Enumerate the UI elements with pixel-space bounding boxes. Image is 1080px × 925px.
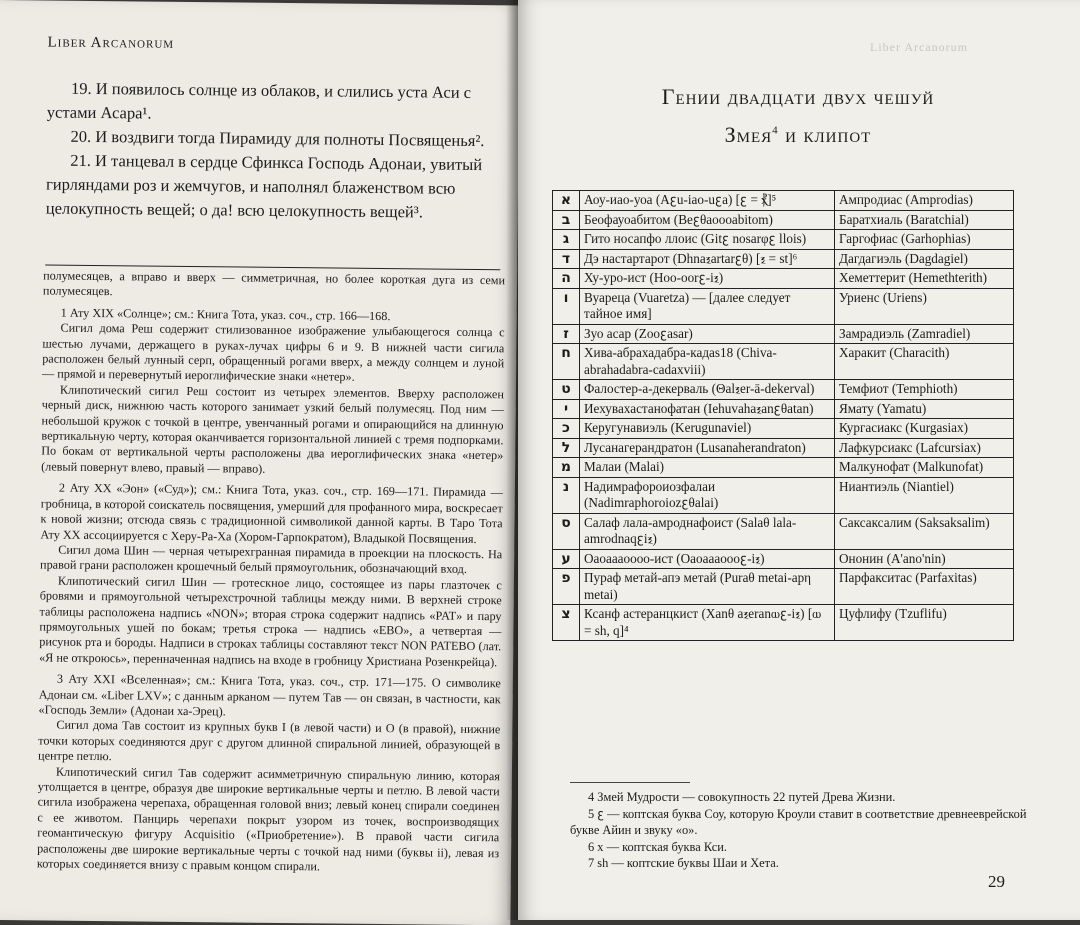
footnotes-right <box>570 782 1040 872</box>
footnote-4: 4 Змей Мудрости — совокупность 22 путей Древа Жизни. <box>588 790 896 804</box>
page-subtitle <box>618 122 978 148</box>
table-row <box>553 288 1014 324</box>
table-row <box>553 399 1014 419</box>
hebrew-letter-cell: ד <box>553 249 580 269</box>
subtitle-text: Змея <box>724 122 773 147</box>
table-row <box>553 513 1014 549</box>
table-row <box>553 191 1014 211</box>
table-row <box>553 249 1014 269</box>
genius-name-cell: Лусанагерандратон (Lusanaherandraton) <box>580 438 835 458</box>
footnote-2: 2 Ату XX «Эон» («Суд»); см.: Книга Тота, указ. соч., стр. 169—171. Пирамида — гробница, в которой соискатель посвящения, умерший для профанного мира, воскресает к новой жизни; отсюда связь с традиционной символикой данной карты. В Таро Тота Ату XX ассоциируется с Херу-Ра-Ха (Хором-Гарпократом), Владыкой Посвящения. <box>40 480 503 546</box>
hebrew-letter-cell: מ <box>553 458 580 478</box>
left-page <box>0 0 520 925</box>
running-head: Liber Arcanorum <box>47 34 175 52</box>
page-title: Гении двадцати двух чешуй <box>661 84 935 109</box>
footnote-paragraph: Клипотический сигил Реш состоит из четырех элементов. Вверху расположен черный диск, нижнюю часть которого занимает узкий белый полумесяц. Под ним — небольшой кружок с точкой в центре, увенчанный рогами и опирающийся на длинную вертикальную черту, которая оканчивается горизонтальной линией с тремя подпорками. По бокам от вертикальной черты расположены два иероглифических знака «нетер» (левый повернут влево, правый — вправо). <box>41 382 504 476</box>
qlipha-name-cell: Кургасиакс (Kurgasiax) <box>835 419 1014 439</box>
genius-name-cell: Ху-уро-ист (Hoo-oorꜫ-iⲝ) <box>580 269 835 289</box>
footnote-5: 5 ꜫ — коптская буква Соу, которую Кроули ставит в соответствие древнееврейской букве Айин и звуку «о». <box>570 806 1027 837</box>
qlipha-name-cell: Хеметтерит (Hemethterith) <box>835 269 1014 289</box>
genius-name-cell: Оаоааaoooo-ист (Oaoaaaoooꜫ-iⲝ) <box>580 549 835 569</box>
qlipha-name-cell: Уриенс (Uriens) <box>835 288 1014 324</box>
verse-20: 20. И воздвиги тогда Пирамиду для полноты Посвященья². <box>70 126 485 151</box>
genius-name-cell: Салаф лала-амроднафоист (Salaθ lala-amrodnaqꜫiⲝ) <box>580 513 835 549</box>
genius-name-cell: Аоу-иао-уоа (Aꜫu-iao-uꜫa) [ꜫ = ⳩]⁵ <box>580 191 835 211</box>
qlipha-name-cell: Темфиот (Temphioth) <box>835 380 1014 400</box>
table-row <box>553 230 1014 250</box>
hebrew-letter-cell: ה <box>553 269 580 289</box>
table-row <box>553 419 1014 439</box>
hebrew-letter-cell: פ <box>553 569 580 605</box>
qlipha-name-cell: Дагдагиэль (Dagdagiel) <box>835 249 1014 269</box>
table-row <box>553 477 1014 513</box>
table-row <box>553 549 1014 569</box>
qlipha-name-cell: Ямату (Yamatu) <box>835 399 1014 419</box>
genius-name-cell: Дэ настартарот (Dhnaⲝartarꜫθ) [ⲝ = st]⁶ <box>580 249 835 269</box>
footnote-rule <box>570 782 690 783</box>
footnote-paragraph: Сигил дома Реш содержит стилизованное изображение улыбающегося солнца с шестью лучами, держащего в руках-лучах цифры 6 и 9. В нижней части сигила расположен белый лунный серп, обращенный рогами вверх, а между солнцем и луной — прямой и перевернутый иероглифические знаки «нетер». <box>42 320 505 385</box>
hebrew-letter-cell: י <box>553 399 580 419</box>
qlipha-name-cell: Малкунофат (Malkunofat) <box>835 458 1014 478</box>
verse-19: 19. И появилось солнце из облаков, и слились уста Аси с устами Асара¹. <box>46 78 472 123</box>
qlipha-name-cell: Парфакситас (Parfaxitas) <box>835 569 1014 605</box>
table-row <box>553 380 1014 400</box>
bleed-through-header: Liber Arcanorum <box>870 40 968 54</box>
verses-block <box>46 76 509 225</box>
page-number: 29 <box>988 872 1005 891</box>
qlipha-name-cell: Саксаксалим (Saksaksalim) <box>835 513 1014 549</box>
qlipha-name-cell: Цуфлифу (Tzuflifu) <box>835 605 1014 641</box>
qlipha-name-cell: Гаргофиас (Garhophias) <box>835 230 1014 250</box>
table-row <box>553 569 1014 605</box>
table-row <box>553 210 1014 230</box>
hebrew-letter-cell: ב <box>553 210 580 230</box>
footnote-marker: 4 <box>772 124 779 137</box>
genius-name-cell: Вуареца (Vuaretza) — [далее следует тайное имя] <box>580 288 835 324</box>
hebrew-letter-cell: ס <box>553 513 580 549</box>
qlipha-name-cell: Харакит (Characith) <box>835 344 1014 380</box>
hebrew-letter-cell: ע <box>553 549 580 569</box>
hebrew-letter-cell: נ <box>553 477 580 513</box>
hebrew-letter-cell: ח <box>553 344 580 380</box>
footnote-7: 7 sh — коптские буквы Шаи и Хета. <box>588 856 779 870</box>
hebrew-letter-cell: ל <box>553 438 580 458</box>
genius-name-cell: Ксанф астеранцкист (Xanθ aⲝeranⲱꜫ-iⲝ) [ⲱ = sh, q]⁴ <box>580 605 835 641</box>
qlipha-name-cell: Лафкурсиакс (Lafcursiax) <box>835 438 1014 458</box>
table-row <box>553 269 1014 289</box>
genius-name-cell: Керугунавиэль (Kerugunaviel) <box>580 419 835 439</box>
qlipha-name-cell: Ононин (A'ano'nin) <box>835 549 1014 569</box>
genius-name-cell: Надимрафороиозфалаи (Nadimraphoroiozꜫθalai) <box>580 477 835 513</box>
qlipha-name-cell: Ниантиэль (Niantiel) <box>835 477 1014 513</box>
footnote-6: 6 x — коптская буква Кси. <box>588 839 728 854</box>
table-row <box>553 605 1014 641</box>
footnote-paragraph: Клипотический сигил Шин — гротескное лицо, состоящее из пары глазточек с бровями и прямоугольной четырехстрочной таблицы между ними. В верхней строке таблицы расположена надпись «NON»; вторая строка содержит надпись «PAT» и пару прямоугольных ушей по бокам; третья строка — надпись «EBO», а четвертая — рисунок рта и бороды. Надписи в строках таблицы составляют текст NON PATEBO (лат. «Я не откроюсь», перенначенная надпись на входе в гробницу Христиана Розенкрейца). <box>39 573 502 669</box>
table-row <box>553 438 1014 458</box>
footnotes-left <box>37 268 505 876</box>
footnote-paragraph: Сигил дома Тав состоит из крупных букв I (в левой части) и O (в правой), нижние точки которых соединяются друг с другом длинной спиральной линией, образующей в центре петлю. <box>38 718 501 764</box>
genius-name-cell: Пураф метай-апэ метай (Puraθ metai-apη metai) <box>580 569 835 605</box>
footnote-paragraph: Клипотический сигил Тав содержит асимметричную спиральную линию, которая утолщается в центре, образуя две широкие вертикальные черты и петлю. В левой части сигила изображена черепаха, обращенная головой вниз; левый конец спирали соединен с ее животом. Панцирь черепахи покрыт узором из точек, воспроизводящих геомантическую фигуру Acquisitio («Приобретение»). В правой части сигила расположены две широкие вертикальные черты с точкой над ними (буквы ii), левая из которых соединяется внизу с правым концом спирали. <box>36 764 500 874</box>
hebrew-letter-cell: צ <box>553 605 580 641</box>
qlipha-name-cell: Баратхиаль (Baratchial) <box>835 210 1014 230</box>
genius-name-cell: Зуо асар (Zooꜫasar) <box>580 324 835 344</box>
genii-table <box>552 190 1014 641</box>
table-row <box>553 458 1014 478</box>
genius-name-cell: Иехувахастанофатан (Iehuvahaⲝanꜫθatan) <box>580 399 835 419</box>
genius-name-cell: Фалостер-а-декерваль (Θalⲝer-ā-dekerval) <box>580 380 835 400</box>
hebrew-letter-cell: ו <box>553 288 580 324</box>
table-row <box>553 344 1014 380</box>
hebrew-letter-cell: ט <box>553 380 580 400</box>
footnote-3: 3 Ату XXI «Вселенная»; см.: Книга Тота, указ. соч., стр. 171—175. О символике Адонаи см. «Liber LXV»; с данным арканом — путем Тав — он связан, в частности, как «Господь Земли» (Адонаи ха-Эрец). <box>38 671 501 719</box>
right-page <box>518 0 1080 920</box>
footnote-paragraph: полумесяцев, а вправо и вверх — симметричная, но более короткая дуга из семи полумесяцев. <box>42 268 506 299</box>
qlipha-name-cell: Ампродиас (Amprodias) <box>835 191 1014 211</box>
hebrew-letter-cell: כ <box>553 419 580 439</box>
hebrew-letter-cell: ז <box>553 324 580 344</box>
subtitle-tail: и клипот <box>778 122 872 147</box>
genius-name-cell: Малаи (Malai) <box>580 458 835 478</box>
genius-name-cell: Хива-абрахадабра-кадаѕ18 (Chiva-abrahadabra-cadaxviii) <box>580 344 835 380</box>
genius-name-cell: Беофауоабитом (Beꜫθaoooabitom) <box>580 210 835 230</box>
footnote-1: 1 Ату XIX «Солнце»; см.: Книга Тота, указ. соч., стр. 166—168. <box>60 305 391 323</box>
hebrew-letter-cell: א <box>553 191 580 211</box>
hebrew-letter-cell: ג <box>553 230 580 250</box>
footnote-paragraph: Сигил дома Шин — черная четырехгранная пирамида в проекции на плоскость. На правой грани расположен крошечный белый прямоугольник, обозначающий вход. <box>40 542 503 577</box>
genius-name-cell: Гито носапфо ллоис (Gitꜫ nosarφꜫ llois) <box>580 230 835 250</box>
table-row <box>553 324 1014 344</box>
qlipha-name-cell: Замрадиэль (Zamradiel) <box>835 324 1014 344</box>
verse-21: 21. И танцевал в сердце Сфинкса Господь Адонаи, увитый гирляндами роз и жемчугов, и наполнял блаженством всю целокупность вещей; о да! всю целокупность вещей³. <box>45 150 483 222</box>
